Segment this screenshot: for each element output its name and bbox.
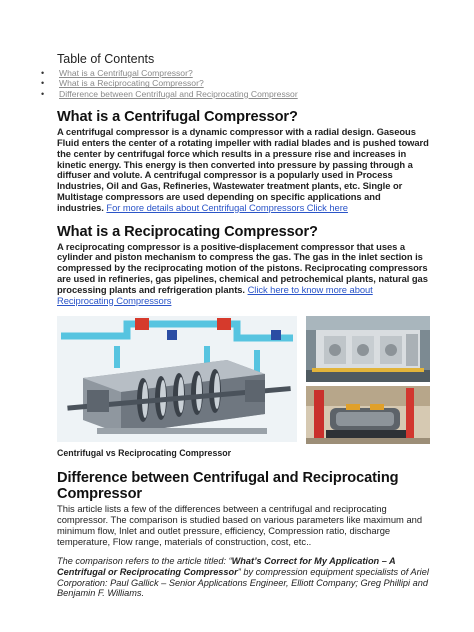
compressor-workshop-image — [306, 386, 430, 444]
reference-article-title: What’s Correct for My Application – A Centrifugal or Reciprocating Compressor — [57, 556, 396, 577]
section-heading-centrifugal: What is a Centrifugal Compressor? — [57, 109, 298, 126]
table-of-contents — [57, 52, 430, 99]
toc-title: Table of Contents — [57, 52, 155, 66]
reference-intro: The comparison refers to the article titled: “ — [57, 556, 232, 566]
toc-list — [57, 68, 430, 99]
toc-item — [57, 89, 430, 99]
reference-authors: ” by compression equipment specialists of Ariel Corporation: Paul Gallick – Senior Applications Engineer, Elliott Company; Greg Phillipi and Benjamin F. Williams. — [57, 566, 429, 599]
section-heading-reciprocating: What is a Reciprocating Compressor? — [57, 223, 318, 240]
section-body-centrifugal — [57, 127, 430, 213]
comparison-reference — [57, 556, 430, 599]
reciprocating-skid-image — [306, 316, 430, 382]
section-body-difference: This article lists a few of the differences between a centrifugal and reciprocating compressor. The comparison is studied based on various parameters like maximum and minimum flow, Inlet and outlet pressure, efficiency, Compression ratio, discharge temperature, Flow range, materials of construction, cost, etc.. — [57, 503, 423, 548]
toc-item — [57, 78, 430, 88]
figure-caption: Centrifugal vs Reciprocating Compressor — [57, 448, 232, 459]
compressor-figure — [57, 316, 430, 444]
section-heading-difference: Difference between Centrifugal and Reciprocating Compressor — [57, 470, 399, 503]
centrifugal-cutaway-image — [57, 316, 297, 442]
toc-item — [57, 68, 430, 78]
reciprocating-text: A reciprocating compressor is a positive-displacement compressor that uses a cylinder and piston mechanism to compress the gas. The gas in the inlet section is compressed by the reciprocating motion of the pistons. Reciprocating compressors are used in refineries, gas pipelines, chemical and petrochemical plants, natural gas processing plants and refrigeration plants. — [57, 240, 428, 295]
reciprocating-details-link[interactable]: Click here to know more about Reciprocating Compressors — [57, 283, 373, 306]
toc-link-centrifugal[interactable]: What is a Centrifugal Compressor? — [59, 68, 193, 78]
toc-link-reciprocating[interactable]: What is a Reciprocating Compressor? — [59, 78, 204, 89]
section-body-reciprocating — [57, 242, 430, 307]
toc-link-difference[interactable]: Difference between Centrifugal and Reciprocating Compressor — [59, 88, 298, 99]
centrifugal-details-link[interactable]: For more details about Centrifugal Compressors Click here — [106, 201, 348, 213]
centrifugal-text: A centrifugal compressor is a dynamic compressor with a radial design. Gaseous Fluid enters the center of a rotating impeller with radial blades and is pushed toward the center by centrifugal force which results in a pressure rise and increases in kinetic energy. This energy is then converted into pressure by passing through a diffuser and volute. A centrifugal compressor is a popularly used in Process Industries, Oil and Gas, Refineries, Wastewater treatment plants, etc. Single or Multistage compressors are used depending on specific applications and industries. — [57, 126, 429, 213]
